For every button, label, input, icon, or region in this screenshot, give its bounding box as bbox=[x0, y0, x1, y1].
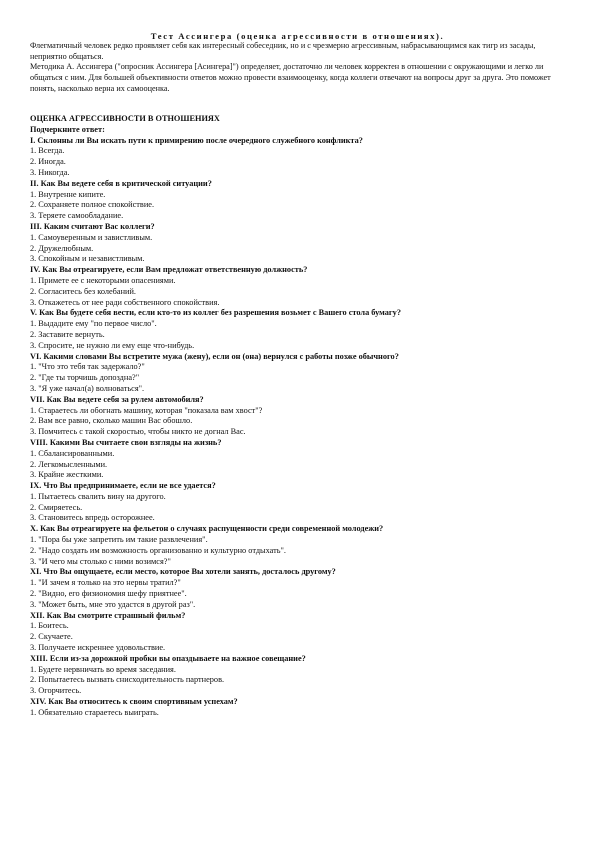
question-text: VII. Как Вы ведете себя за рулем автомобиля? bbox=[30, 394, 204, 404]
answer-option[interactable]: 2. "Видно, его физиономия шефу приятнее". bbox=[30, 589, 187, 599]
answer-option[interactable]: 3. "И чего мы столько с ними возимся?" bbox=[30, 556, 171, 566]
instruction: Подчеркните ответ: bbox=[30, 124, 105, 134]
question-text: III. Каким считают Вас коллеги? bbox=[30, 221, 155, 231]
answer-option[interactable]: 2. Согласитесь без колебаний. bbox=[30, 286, 136, 296]
answer-option[interactable]: 3. Огорчитесь. bbox=[30, 686, 82, 696]
answer-option[interactable]: 2. Сохраняете полное спокойствие. bbox=[30, 200, 155, 210]
answer-option[interactable]: 2. Заставите вернуть. bbox=[30, 329, 105, 339]
answer-option[interactable]: 2. Легкомысленными. bbox=[30, 459, 108, 469]
answer-option[interactable]: 1. Сбалансированными. bbox=[30, 448, 115, 458]
answer-option[interactable]: 2. Скучаете. bbox=[30, 632, 73, 642]
answer-option[interactable]: 1. Обязательно стараетесь выиграть. bbox=[30, 707, 159, 717]
intro-text bbox=[30, 41, 565, 95]
question-text: XIV. Как Вы относитесь к своим спортивным успехам? bbox=[30, 697, 238, 707]
answer-option[interactable]: 3. "Я уже начал(а) волноваться". bbox=[30, 383, 145, 393]
question-text: XIII. Если из-за дорожной пробки вы опаздываете на важное совещание? bbox=[30, 653, 306, 663]
answer-option[interactable]: 1. Стараетесь ли обогнать машину, которая "показала вам хвост"? bbox=[30, 405, 263, 415]
answer-option[interactable]: 3. Никогда. bbox=[30, 167, 70, 177]
answer-option[interactable]: 1. Пытаетесь свалить вину на другого. bbox=[30, 491, 166, 501]
answer-option[interactable]: 2. Попытаетесь вызвать снисходительность партнеров. bbox=[30, 675, 225, 685]
answer-option[interactable]: 2. Иногда. bbox=[30, 157, 66, 167]
answer-option[interactable]: 1. "И зачем я только на это нервы тратил?" bbox=[30, 578, 181, 588]
question-text: V. Как Вы будете себя вести, если кто-то из коллег без разрешения возьмет с Вашего стола бумагу? bbox=[30, 308, 401, 318]
answer-option[interactable]: 2. Смиряетесь. bbox=[30, 502, 83, 512]
answer-option[interactable]: 1. Всегда. bbox=[30, 146, 65, 156]
answer-option[interactable]: 1. "Пора бы уже запретить им такие развлечения". bbox=[30, 535, 208, 545]
answer-option[interactable]: 1. Боитесь. bbox=[30, 621, 69, 631]
answer-option[interactable]: 2. "Надо создать им возможность организованно и культурно отдыхать". bbox=[30, 545, 287, 555]
answer-option[interactable]: 3. Получаете искреннее удовольствие. bbox=[30, 643, 166, 653]
question-text: XI. Что Вы ощущаете, если место, которое Вы хотели занять, досталось другому? bbox=[30, 567, 336, 577]
answer-option[interactable]: 3. Помчитесь с такой скоростью, чтобы никто не догнал Вас. bbox=[30, 427, 246, 437]
question-text: VI. Какими словами Вы встретите мужа (жену), если он (она) вернулся с работы позже обычного? bbox=[30, 351, 399, 361]
answer-option[interactable]: 3. Становитесь впредь осторожнее. bbox=[30, 513, 155, 523]
answer-option[interactable]: 1. Внутренне кипите. bbox=[30, 189, 106, 199]
question-text: VIII. Какими Вы считаете свои взгляды на жизнь? bbox=[30, 437, 222, 447]
answer-option[interactable]: 1. Примете ее с некоторыми опасениями. bbox=[30, 275, 176, 285]
question-text: XII. Как Вы смотрите страшный фильм? bbox=[30, 610, 186, 620]
answer-option[interactable]: 1. Самоуверенным и завистливым. bbox=[30, 232, 153, 242]
questionnaire bbox=[30, 114, 570, 719]
answer-option[interactable]: 3. Теряете самообладание. bbox=[30, 211, 124, 221]
answer-option[interactable]: 3. "Может быть, мне это удастся в другой раз". bbox=[30, 599, 196, 609]
answer-option[interactable]: 2. Дружелюбным. bbox=[30, 243, 94, 253]
question-text: IV. Как Вы отреагируете, если Вам предложат ответственную должность? bbox=[30, 265, 308, 275]
question-text: X. Как Вы отреагируете на фельетон о случаях распущенности среди современной молодежи? bbox=[30, 524, 384, 534]
intro-paragraph-2: Методика А. Ассингера ("опросник Ассингера [Асингера]") определяет, достаточно ли человек корректен в отношении с окружающими и легко ли общаться с ним. Для большей объективности ответов можно провести взаимооценку, когда коллеги отвечают на вопросы друг за друга. Это поможет понять, насколько верна их самооценка. bbox=[30, 62, 551, 93]
answer-option[interactable]: 3. Спокойным и независтливым. bbox=[30, 254, 145, 264]
section-title: ОЦЕНКА АГРЕССИВНОСТИ В ОТНОШЕНИЯХ bbox=[30, 114, 220, 123]
answer-option[interactable]: 3. Откажетесь от нее ради собственного спокойствия. bbox=[30, 297, 220, 307]
answer-option[interactable]: 3. Спросите, не нужно ли ему еще что-нибудь. bbox=[30, 340, 195, 350]
answer-option[interactable]: 1. Будете нервничать во время заседания. bbox=[30, 664, 176, 674]
question-text: II. Как Вы ведете себя в критической ситуации? bbox=[30, 178, 212, 188]
question-text: I. Склонны ли Вы искать пути к примирению после очередного служебного конфликта? bbox=[30, 135, 363, 145]
answer-option[interactable]: 2. Вам все равно, сколько машин Вас обошло. bbox=[30, 416, 193, 426]
answer-option[interactable]: 1. Выдадите ему "по первое число". bbox=[30, 319, 157, 329]
answer-option[interactable]: 2. "Где ты торчишь допоздна?" bbox=[30, 373, 140, 383]
answer-option[interactable]: 3. Крайне жесткими. bbox=[30, 470, 104, 480]
document-title: Тест Ассингера (оценка агрессивности в отношениях). bbox=[150, 31, 445, 41]
answer-option[interactable]: 1. "Что это тебя так задержало?" bbox=[30, 362, 145, 372]
question-text: IX. Что Вы предпринимаете, если не все удается? bbox=[30, 481, 216, 491]
intro-paragraph-1: Флегматичный человек редко проявляет себя как интересный собеседник, но и с чрезмерно агрессивным, набрасывающимся как тигр из засады, неприятно общаться. bbox=[30, 41, 536, 61]
